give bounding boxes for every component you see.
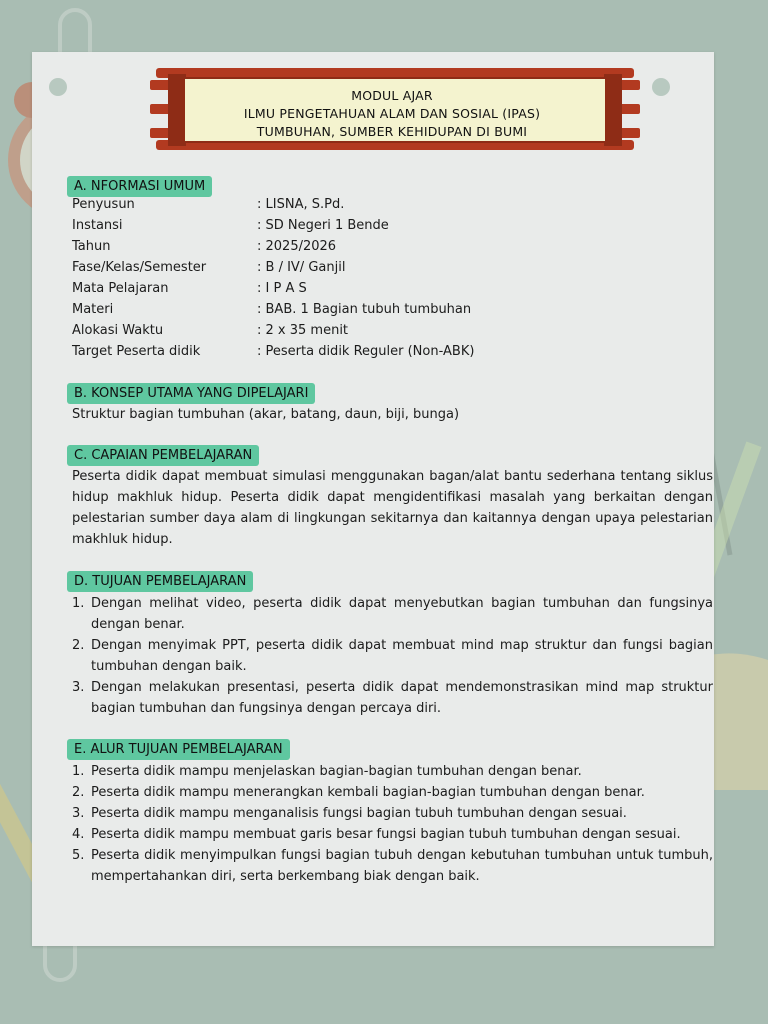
info-label: Fase/Kelas/Semester — [72, 260, 207, 275]
list-number: 5. — [72, 848, 85, 863]
learning-objectives-list — [72, 593, 713, 719]
info-value: : BAB. 1 Bagian tubuh tumbuhan — [257, 302, 472, 317]
section-b-heading: B. KONSEP UTAMA YANG DIPELAJARI — [67, 383, 315, 404]
info-value: : Peserta didik Reguler (Non-ABK) — [257, 344, 475, 359]
section-a-heading: A. NFORMASI UMUM — [67, 176, 212, 197]
list-text: Dengan menyimak PPT, peserta didik dapat membuat mind map struktur dan fungsi bagian tumbuhan dengan baik. — [91, 638, 713, 674]
list-item — [72, 803, 713, 824]
info-value: : 2025/2026 — [257, 239, 337, 254]
list-number: 1. — [72, 596, 85, 611]
title-line-3: TUMBUHAN, SUMBER KEHIDUPAN DI BUMI — [256, 124, 528, 139]
list-text: Peserta didik menyimpulkan fungsi bagian tubuh dengan kebutuhan tumbuhan untuk tumbuh, mempertahankan diri, serta berkembang biak dengan baik. — [91, 848, 713, 884]
info-row — [72, 341, 712, 362]
list-number: 2. — [72, 785, 85, 800]
list-number: 4. — [72, 827, 85, 842]
info-value: : SD Negeri 1 Bende — [257, 218, 389, 233]
info-label: Materi — [72, 302, 114, 317]
learning-flow-list — [72, 761, 713, 887]
list-item — [72, 593, 713, 635]
info-row — [72, 278, 712, 299]
list-text: Peserta didik mampu menganalisis fungsi bagian tubuh tumbuhan dengan sesuai. — [91, 806, 627, 821]
section-d-heading: D. TUJUAN PEMBELAJARAN — [67, 571, 253, 592]
info-label: Target Peserta didik — [72, 344, 201, 359]
list-number: 3. — [72, 806, 85, 821]
section-c-text: Peserta didik dapat membuat simulasi menggunakan bagan/alat bantu sederhana tentang siklus hidup makhluk hidup. Peserta didik dapat mengidentifikasi masalah yang berkaitan dengan pelestarian sumber daya alam di lingkungan sekitarnya dan kaitannya dengan upaya pelestarian makhluk hidup. — [72, 469, 713, 547]
list-text: Dengan melakukan presentasi, peserta didik dapat mendemonstrasikan mind map struktur bagian tumbuhan dan fungsinya dengan percaya diri. — [91, 680, 713, 716]
list-item — [72, 635, 713, 677]
info-row — [72, 215, 712, 236]
info-value: : LISNA, S.Pd. — [257, 197, 345, 212]
info-label: Penyusun — [72, 197, 135, 212]
list-number: 1. — [72, 764, 85, 779]
section-b-text: Struktur bagian tumbuhan (akar, batang, daun, biji, bunga) — [72, 407, 460, 422]
list-number: 2. — [72, 638, 85, 653]
info-row — [72, 236, 712, 257]
list-item — [72, 782, 713, 803]
list-text: Peserta didik mampu menerangkan kembali bagian-bagian tumbuhan dengan benar. — [91, 785, 645, 800]
list-item — [72, 845, 713, 887]
section-c-heading: C. CAPAIAN PEMBELAJARAN — [67, 445, 259, 466]
info-value: : B / IV/ Ganjil — [257, 260, 346, 275]
info-label: Instansi — [72, 218, 123, 233]
section-e-heading: E. ALUR TUJUAN PEMBELAJARAN — [67, 739, 290, 760]
list-text: Peserta didik mampu membuat garis besar fungsi bagian tubuh tumbuhan dengan sesuai. — [91, 827, 681, 842]
list-text: Peserta didik mampu menjelaskan bagian-bagian tumbuhan dengan benar. — [91, 764, 582, 779]
list-item — [72, 761, 713, 782]
info-value: : 2 x 35 menit — [257, 323, 349, 338]
info-row — [72, 299, 712, 320]
info-label: Mata Pelajaran — [72, 281, 169, 296]
list-item — [72, 824, 713, 845]
list-number: 3. — [72, 680, 85, 695]
list-text: Dengan melihat video, peserta didik dapat menyebutkan bagian tumbuhan dan fungsinya dengan benar. — [91, 596, 713, 632]
title-line-2: ILMU PENGETAHUAN ALAM DAN SOSIAL (IPAS) — [243, 106, 541, 121]
info-value: : I P A S — [257, 281, 307, 296]
info-row — [72, 320, 712, 341]
list-item — [72, 677, 713, 719]
info-row — [72, 194, 712, 215]
info-row — [72, 257, 712, 278]
info-label: Alokasi Waktu — [72, 323, 164, 338]
info-label: Tahun — [72, 239, 111, 254]
title-line-1: MODUL AJAR — [351, 88, 433, 103]
